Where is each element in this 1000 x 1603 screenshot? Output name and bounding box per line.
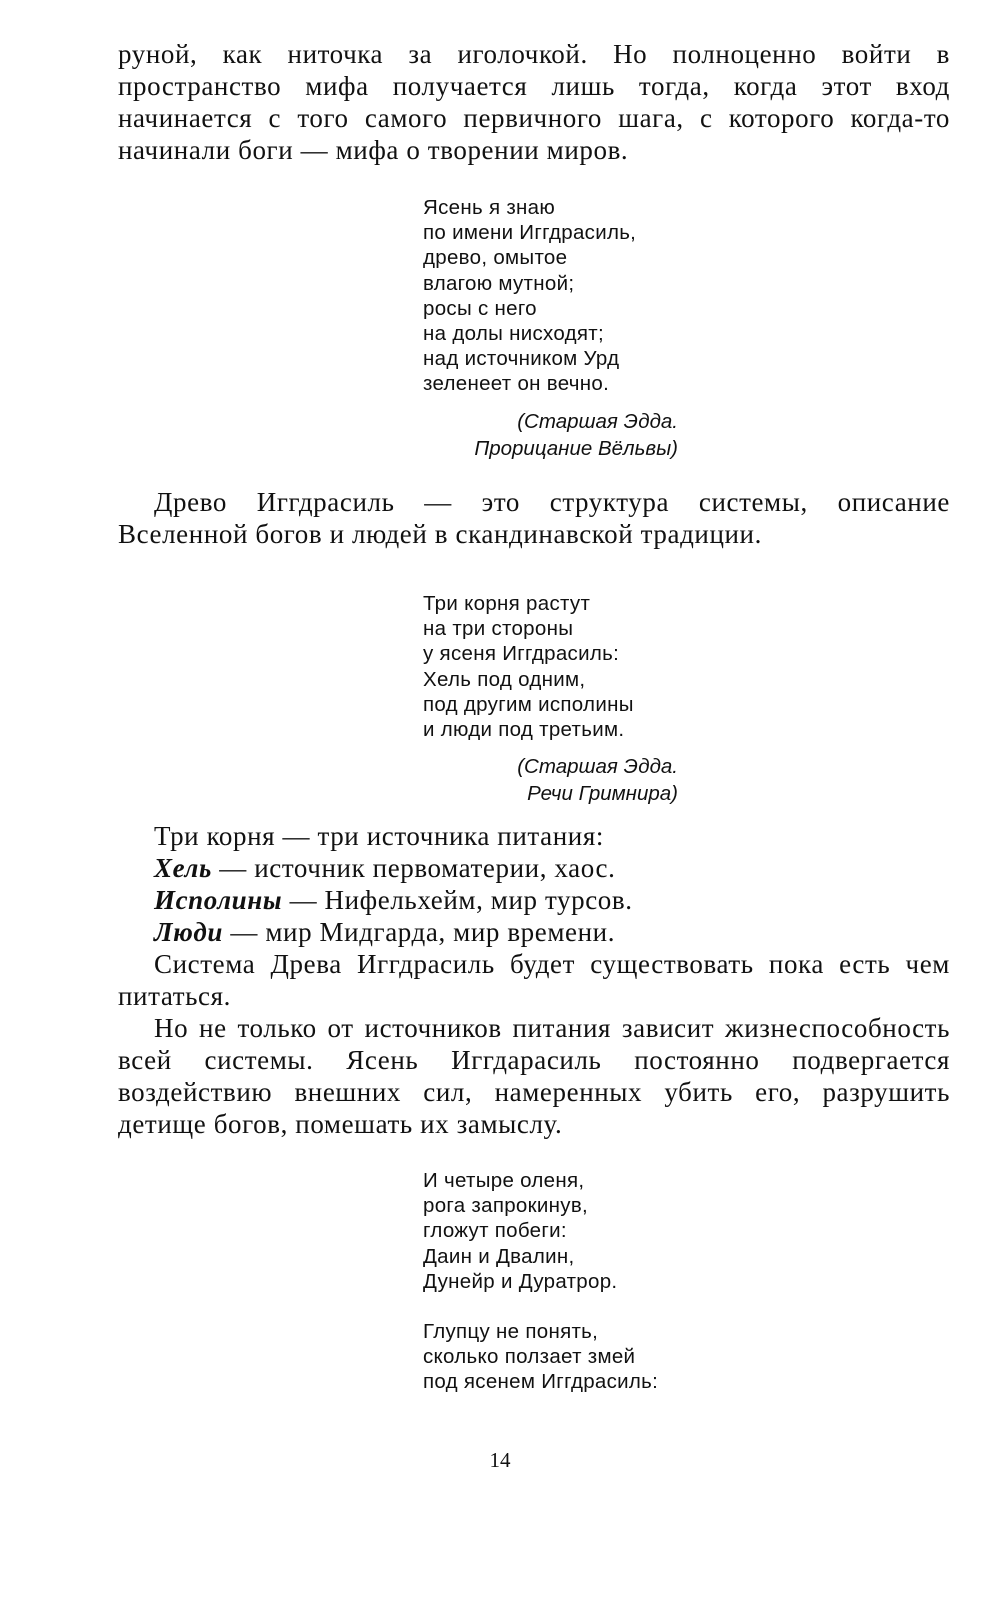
opening-paragraph: руной, как ниточка за иголочкой. Но полноценно войти в пространство мифа получается лишь тогда, когда этот вход начинается с того самого первичного шага, с которого когда-то начинали боги — мифа о творении миров.: [118, 39, 950, 165]
verse-line: Ясень я знаю: [423, 196, 556, 219]
verse-line: у ясеня Иггдрасиль:: [423, 642, 620, 666]
quote-grimnismal: [423, 591, 743, 742]
list-item: Люди — мир Мидгарда, мир времени.: [154, 917, 616, 947]
page-number: 14: [489, 1448, 511, 1472]
quote-voluspa-attribution: (Старшая Эдда. Прорицание Вёльвы): [474, 410, 678, 460]
verse-line: под ясенем Иггдрасиль:: [423, 1370, 659, 1394]
verse-line: сколько ползает змей: [423, 1345, 636, 1369]
quote-stags-serpents: [423, 1168, 743, 1395]
verse-line: влагою мутной;: [423, 271, 575, 295]
roots-intro: Три корня — три источника питания:: [154, 821, 604, 851]
verse-line: на три стороны: [423, 617, 574, 641]
list-item: Исполины — Нифельхейм, мир турсов.: [154, 885, 633, 915]
verse-line: гложут побеги:: [423, 1219, 567, 1243]
paragraph-external-forces: Но не только от источников питания зависит жизнеспособность всей системы. Ясень Иггдарасиль постоянно подвергается воздействию внешних сил, намеренных убить его, разрушить детище богов, помешать их замыслу.: [118, 1013, 950, 1139]
paragraph-system-nourishment: Система Древа Иггдрасиль будет существовать пока есть чем питаться.: [118, 949, 950, 1011]
verse-line: И четыре оленя,: [423, 1169, 585, 1192]
verse-line: под другим исполины: [423, 692, 634, 716]
verse-line: зеленеет он вечно.: [423, 372, 610, 396]
verse-line: над источником Урд: [423, 347, 620, 371]
verse-line: Даин и Двалин,: [423, 1244, 575, 1268]
verse-line: росы с него: [423, 296, 537, 320]
root-term-hel: Хель: [154, 853, 212, 883]
root-term-people: Люди: [154, 917, 224, 947]
stanza-gap: [423, 1294, 743, 1319]
verse-line: Три корня растут: [423, 592, 591, 615]
verse-line: древо, омытое: [423, 246, 568, 270]
list-item: Хель — источник первоматерии, хаос.: [154, 853, 616, 883]
roots-list: [118, 820, 950, 1140]
verse-line: Хель под одним,: [423, 667, 586, 691]
verse-line: Дунейр и Дуратрор.: [423, 1269, 618, 1293]
verse-line: рога запрокинув,: [423, 1194, 589, 1218]
verse-line: и люди под третьим.: [423, 718, 625, 742]
root-term-giants: Исполины: [154, 885, 283, 915]
verse-line: Глупцу не понять,: [423, 1320, 599, 1344]
verse-line: по имени Иггдрасиль,: [423, 221, 637, 245]
quote-voluspa: [423, 195, 743, 397]
paragraph-yggdrasil-structure: Древо Иггдрасиль — это структура системы, описание Вселенной богов и людей в скандинавской традиции.: [118, 487, 950, 549]
quote-grimnismal-attribution: (Старшая Эдда. Речи Гримнира): [517, 755, 678, 805]
verse-line: на долы нисходят;: [423, 322, 604, 346]
